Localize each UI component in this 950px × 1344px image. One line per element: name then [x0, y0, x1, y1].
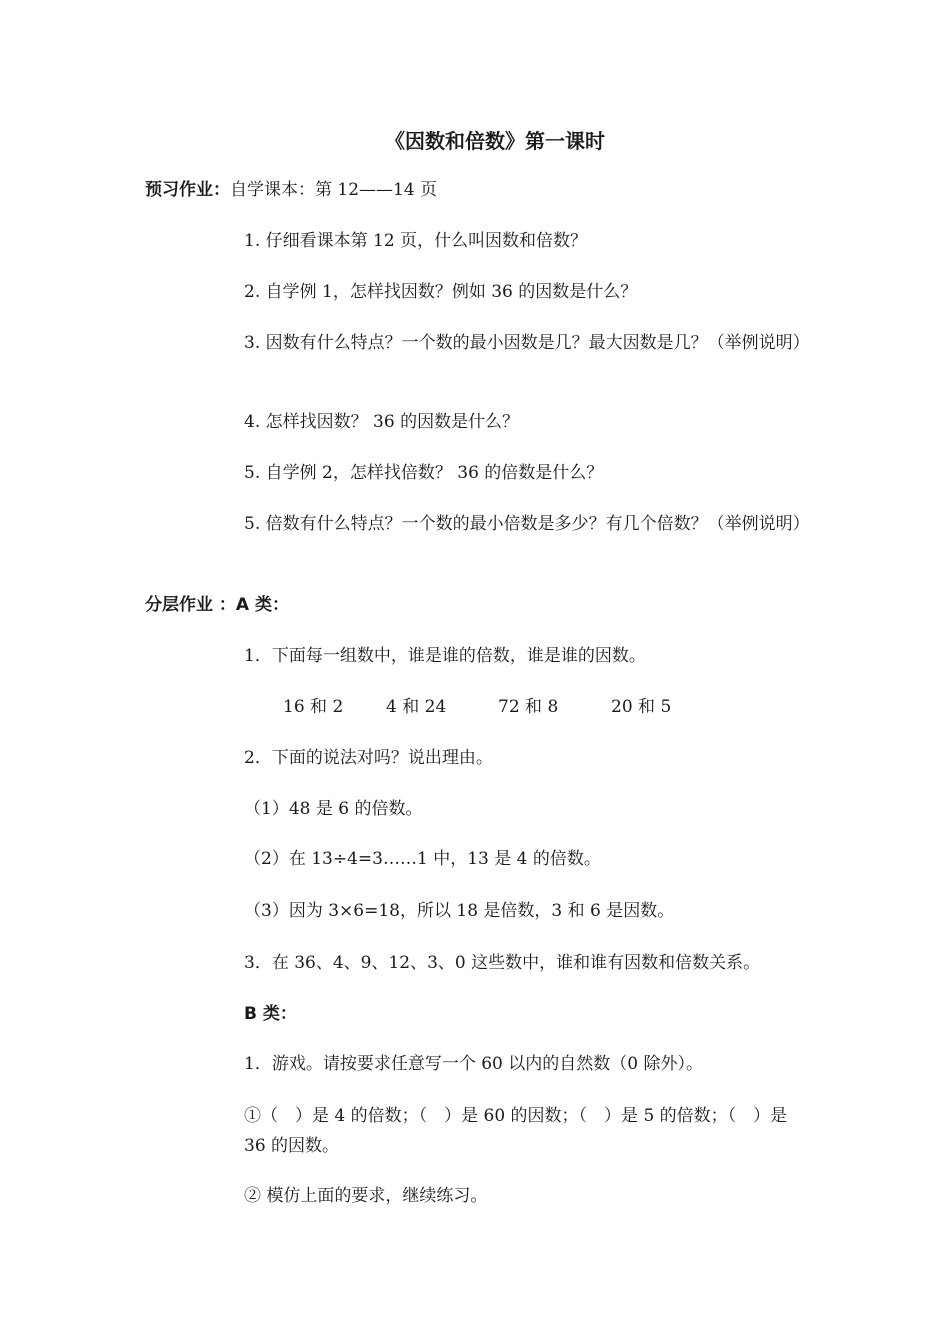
preview-label: 预习作业：: [145, 180, 230, 200]
a-question-2: 2．下面的说法对吗？说出理由。: [244, 748, 493, 768]
preview-text: 自学课本：第 12——14 页: [230, 180, 438, 200]
b-question-1-sub-1: ①（ ）是 4 的倍数；（ ）是 60 的因数；（ ）是 5 的倍数；（ ）是 36 的因数。: [244, 1106, 788, 1156]
preview-item-5: 5. 自学例 2，怎样找倍数？ 36 的倍数是什么？: [244, 463, 604, 483]
a-question-2-item-3: （3）因为 3×6=18，所以 18 是倍数，3 和 6 是因数。: [244, 901, 675, 921]
a-question-2-item-1: （1）48 是 6 的倍数。: [244, 799, 423, 819]
preview-item-2: 2. 自学例 1，怎样找因数？例如 36 的因数是什么？: [244, 282, 638, 302]
a-question-2-item-2: （2）在 13÷4=3……1 中，13 是 4 的倍数。: [244, 849, 601, 869]
b-question-1: 1．游戏。请按要求任意写一个 60 以内的自然数（0 除外）。: [244, 1054, 703, 1074]
b-heading: B 类：: [244, 1004, 297, 1024]
number-pair-2: 4 和 24: [386, 697, 447, 717]
preview-item-6: 5. 倍数有什么特点？一个数的最小倍数是多少？有几个倍数？（举例说明）: [244, 514, 810, 534]
layered-heading: 分层作业 ：A 类：: [145, 595, 289, 615]
b-question-1-sub-2: ② 模仿上面的要求，继续练习。: [244, 1186, 488, 1206]
number-pair-1: 16 和 2: [283, 697, 344, 717]
preview-item-3: 3. 因数有什么特点？一个数的最小因数是几？最大因数是几？（举例说明）: [244, 333, 810, 353]
preview-heading: [145, 180, 437, 200]
a-question-1: 1．下面每一组数中，谁是谁的倍数，谁是谁的因数。: [244, 646, 646, 666]
preview-item-4: 4. 怎样找因数？ 36 的因数是什么？: [244, 412, 520, 432]
number-pair-3: 72 和 8: [498, 697, 559, 717]
number-pair-4: 20 和 5: [611, 697, 672, 717]
preview-item-1: 1. 仔细看课本第 12 页，什么叫因数和倍数？: [244, 231, 588, 251]
a-question-3: 3．在 36、4、9、12、3、0 这些数中，谁和谁有因数和倍数关系。: [244, 953, 761, 973]
page-title: 《因数和倍数》第一课时: [385, 129, 605, 153]
